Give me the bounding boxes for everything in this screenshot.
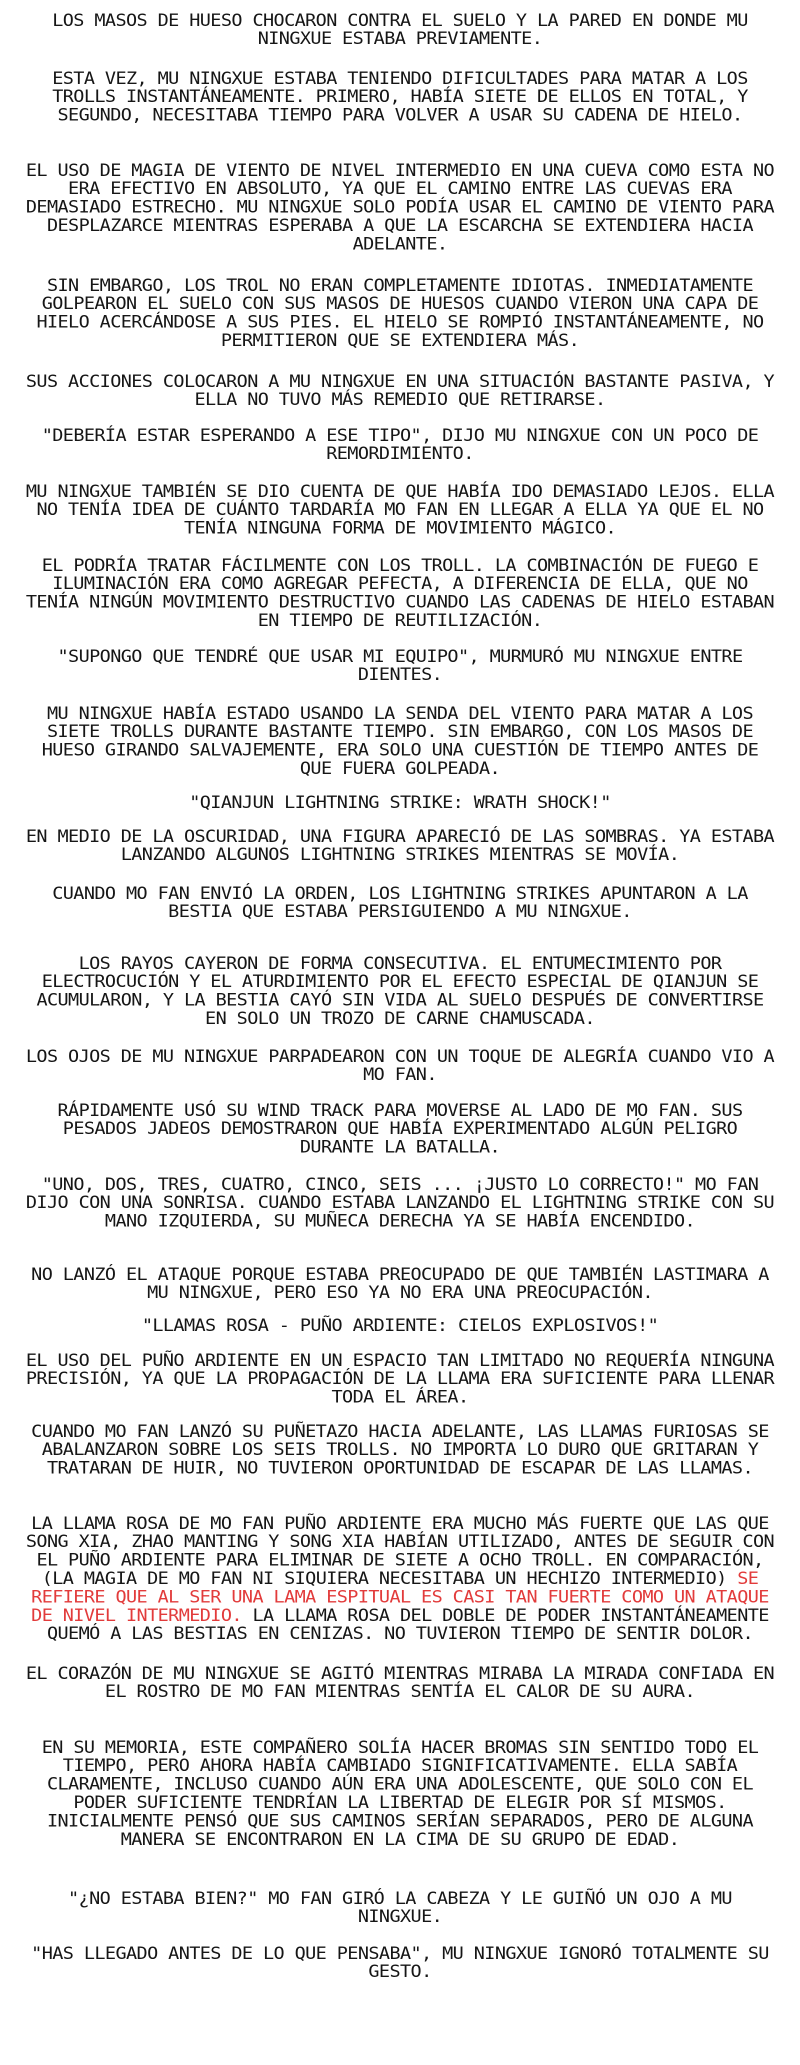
paragraph-4: SIN EMBARGO, LOS TROL NO ERAN COMPLETAMENTE IDIOTAS. INMEDIATAMENTE GOLPEARON EL SUELO CON SUS MASOS DE HUESOS CUANDO VIERON UNA CAPA DE HIELO ACERCÁNDOSE A SUS PIES. EL HIELO SE ROMPIÓ INSTANTÁNEAMENTE, NO PERMITIERON QUE SE EXTENDIERA MÁS. [36, 276, 764, 351]
paragraph-13: CUANDO MO FAN ENVIÓ LA ORDEN, LOS LIGHTNING STRIKES APUNTARON A LA BESTIA QUE ESTABA PERSIGUIENDO A MU NINGXUE. [52, 884, 748, 922]
paragraph-16: RÁPIDAMENTE USÓ SU WIND TRACK PARA MOVERSE AL LADO DE MO FAN. SUS PESADOS JADEOS DEMOSTRARON QUE HABÍA EXPERIMENTADO ALGÚN PELIGRO DURANTE LA BATALLA. [57, 1101, 743, 1158]
paragraph-19: "LLAMAS ROSA - PUÑO ARDIENTE: CIELOS EXPLOSIVOS!" [141, 1316, 659, 1336]
paragraph-17: "UNO, DOS, TRES, CUATRO, CINCO, SEIS ... ¡JUSTO LO CORRECTO!" MO FAN DIJO CON UNA SONRISA. CUANDO ESTABA LANZANDO EL LIGHTNING STRIKE CON SU MANO IZQUIERDA, SU MUÑECA DERECHA YA SE HABÍA ENCENDIDO. [25, 1175, 775, 1232]
paragraph-22-text: LA LLAMA ROSA DE MO FAN PUÑO ARDIENTE ERA MUCHO MÁS FUERTE QUE LAS QUE SONG XIA, ZHAO MANTING Y SONG XIA HABÍAN UTILIZADO, ANTES DE SEGUIR CON EL PUÑO ARDIENTE PARA ELIMINAR DE SIETE A OCHO TROLL. EN COMPARACIÓN, (LA MAGIA DE MO FAN NI SIQUIERA NECESITABA UN HECHIZO INTERMEDIO) [25, 1514, 775, 1589]
paragraph-2: ESTA VEZ, MU NINGXUE ESTABA TENIENDO DIFICULTADES PARA MATAR A LOS TROLLS INSTANTÁNEAMENTE. PRIMERO, HABÍA SIETE DE ELLOS EN TOTAL, Y SEGUNDO, NECESITABA TIEMPO PARA VOLVER A USAR SU CADENA DE HIELO. [52, 69, 748, 126]
paragraph-11: "QIANJUN LIGHTNING STRIKE: WRATH SHOCK!" [189, 793, 611, 813]
paragraph-22 [22, 1515, 778, 1644]
paragraph-22-tail: LA LLAMA ROSA DEL DOBLE DE PODER INSTANTÁNEAMENTE QUEMÓ A LAS BESTIAS EN CENIZAS. NO TUVIERON TIEMPO DE SENTIR DOLOR. [46, 1606, 769, 1644]
paragraph-3: EL USO DE MAGIA DE VIENTO DE NIVEL INTERMEDIO EN UNA CUEVA COMO ESTA NO ERA EFECTIVO EN ABSOLUTO, YA QUE EL CAMINO ENTRE LAS CUEVAS ERA DEMASIADO ESTRECHO. MU NINGXUE SOLO PODÍA USAR EL CAMINO DE VIENTO PARA DESPLAZARCE MIENTRAS ESPERABA A QUE LA ESCARCHA SE EXTENDIERA HACIA ADELANTE. [25, 161, 775, 254]
paragraph-23: EL CORAZÓN DE MU NINGXUE SE AGITÓ MIENTRAS MIRABA LA MIRADA CONFIADA EN EL ROSTRO DE MO FAN MIENTRAS SENTÍA EL CALOR DE SU AURA. [25, 1664, 775, 1702]
paragraph-24: EN SU MEMORIA, ESTE COMPAÑERO SOLÍA HACER BROMAS SIN SENTIDO TODO EL TIEMPO, PERO AHORA HABÍA CAMBIADO SIGNIFICATIVAMENTE. ELLA SABÍA CLARAMENTE, INCLUSO CUANDO AÚN ERA UNA ADOLESCENTE, QUE SOLO CON EL PODER SUFICIENTE TENDRÍAN LA LIBERTAD DE ELEGIR POR SÍ MISMOS. INICIALMENTE PENSÓ QUE SUS CAMINOS SERÍAN SEPARADOS, PERO DE ALGUNA MANERA SE ENCONTRARON EN LA CIMA DE SU GRUPO DE EDAD. [41, 1738, 759, 1850]
paragraph-15: LOS OJOS DE MU NINGXUE PARPADEARON CON UN TOQUE DE ALEGRÍA CUANDO VIO A MO FAN. [25, 1047, 775, 1085]
paragraph-26: "HAS LLEGADO ANTES DE LO QUE PENSABA", MU NINGXUE IGNORÓ TOTALMENTE SU GESTO. [31, 1944, 769, 1982]
paragraph-8: EL PODRÍA TRATAR FÁCILMENTE CON LOS TROLL. LA COMBINACIÓN DE FUEGO E ILUMINACIÓN ERA COMO AGREGAR PEFECTA, A DIFERENCIA DE ELLA, QUE NO TENÍA NINGÚN MOVIMIENTO DESTRUCTIVO CUANDO LAS CADENAS DE HIELO ESTABAN EN TIEMPO DE REUTILIZACIÓN. [25, 556, 775, 631]
paragraph-10: MU NINGXUE HABÍA ESTADO USANDO LA SENDA DEL VIENTO PARA MATAR A LOS SIETE TROLLS DURANTE BASTANTE TIEMPO. SIN EMBARGO, CON LOS MASOS DE HUESO GIRANDO SALVAJEMENTE, ERA SOLO UNA CUESTIÓN DE TIEMPO ANTES DE QUE FUERA GOLPEADA. [41, 704, 759, 779]
paragraph-20: EL USO DEL PUÑO ARDIENTE EN UN ESPACIO TAN LIMITADO NO REQUERÍA NINGUNA PRECISIÓN, YA QUE LA PROPAGACIÓN DE LA LLAMA ERA SUFICIENTE PARA LLENAR TODA EL ÁREA. [25, 1351, 775, 1408]
paragraph-7: MU NINGXUE TAMBIÉN SE DIO CUENTA DE QUE HABÍA IDO DEMASIADO LEJOS. ELLA NO TENÍA IDEA DE CUÁNTO TARDARÍA MO FAN EN LLEGAR A ELLA YA QUE EL NO TENÍA NINGUNA FORMA DE MOVIMIENTO MÁGICO. [25, 482, 775, 539]
paragraph-12: EN MEDIO DE LA OSCURIDAD, UNA FIGURA APARECIÓ DE LAS SOMBRAS. YA ESTABA LANZANDO ALGUNOS LIGHTNING STRIKES MIENTRAS SE MOVÍA. [25, 827, 775, 865]
paragraph-6: "DEBERÍA ESTAR ESPERANDO A ESE TIPO", DIJO MU NINGXUE CON UN POCO DE REMORDIMIENTO. [41, 426, 759, 464]
paragraph-9: "SUPONGO QUE TENDRÉ QUE USAR MI EQUIPO", MURMURÓ MU NINGXUE ENTRE DIENTES. [57, 647, 743, 685]
paragraph-5: SUS ACCIONES COLOCARON A MU NINGXUE EN UNA SITUACIÓN BASTANTE PASIVA, Y ELLA NO TUVO MÁS REMEDIO QUE RETIRARSE. [25, 372, 775, 410]
paragraph-1: LOS MASOS DE HUESO CHOCARON CONTRA EL SUELO Y LA PARED EN DONDE MU NINGXUE ESTABA PREVIAMENTE. [52, 11, 748, 49]
paragraph-21: CUANDO MO FAN LANZÓ SU PUÑETAZO HACIA ADELANTE, LAS LLAMAS FURIOSAS SE ABALANZARON SOBRE LOS SEIS TROLLS. NO IMPORTA LO DURO QUE GRITARAN Y TRATARAN DE HUIR, NO TUVIERON OPORTUNIDAD DE ESCAPAR DE LAS LLAMAS. [31, 1422, 769, 1479]
translator-note: SE REFIERE QUE AL SER UNA LAMA ESPITUAL ES CASI TAN FUERTE COMO UN ATAQUE DE NIVEL INTERMEDIO. [31, 1569, 769, 1626]
paragraph-18: NO LANZÓ EL ATAQUE PORQUE ESTABA PREOCUPADO DE QUE TAMBIÉN LASTIMARA A MU NINGXUE, PERO ESO YA NO ERA UNA PREOCUPACIÓN. [31, 1265, 769, 1303]
paragraph-14: LOS RAYOS CAYERON DE FORMA CONSECUTIVA. EL ENTUMECIMIENTO POR ELECTROCUCIÓN Y EL ATURDIMIENTO POR EL EFECTO ESPECIAL DE QIANJUN SE ACUMULARON, Y LA BESTIA CAYÓ SIN VIDA AL SUELO DESPUÉS DE CONVERTIRSE EN SOLO UN TROZO DE CARNE CHAMUSCADA. [36, 954, 764, 1029]
paragraph-25: "¿NO ESTABA BIEN?" MO FAN GIRÓ LA CABEZA Y LE GUIÑÓ UN OJO A MU NINGXUE. [68, 1889, 732, 1927]
